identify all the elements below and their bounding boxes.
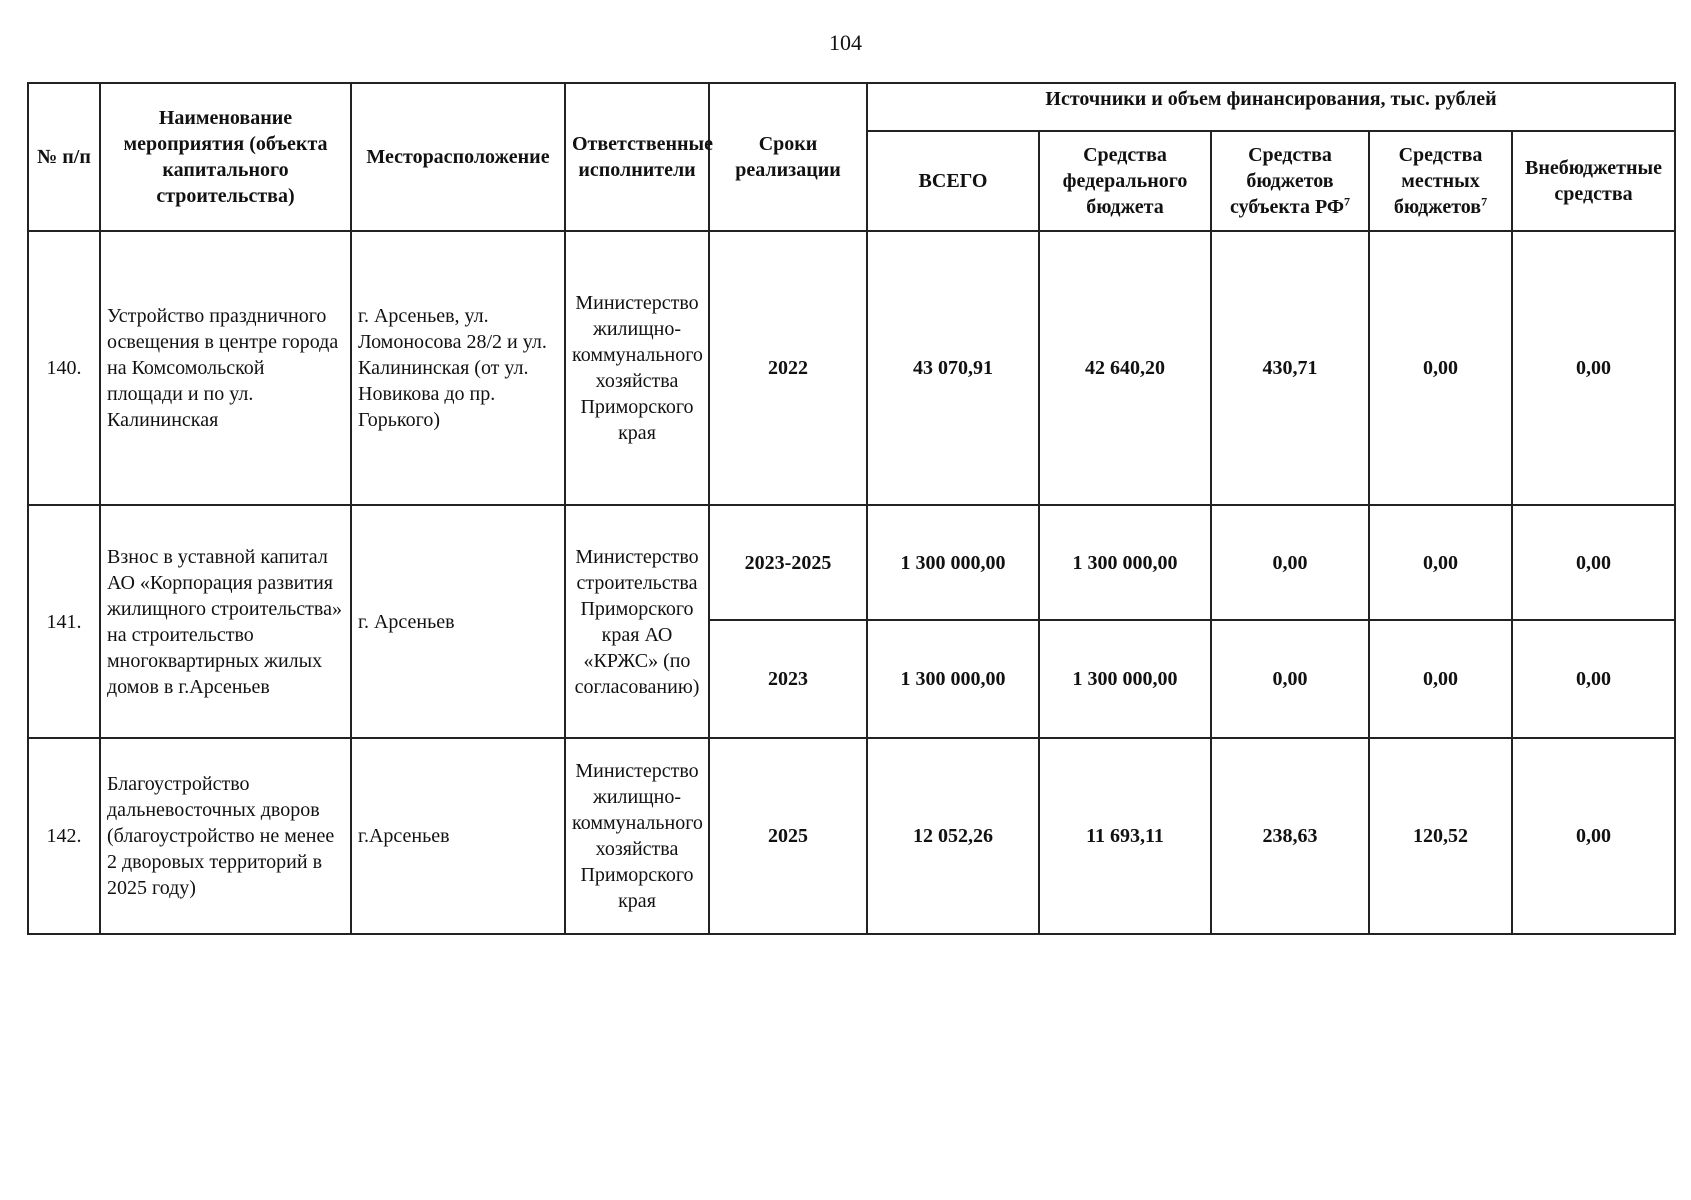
- row-local: 120,52: [1369, 738, 1512, 934]
- row-period: 2025: [709, 738, 867, 934]
- header-subject-text: Средства бюджетов субъекта РФ: [1229, 144, 1345, 218]
- row-responsible: Министерство строительства Приморского края АО «КРЖС» (по согласованию): [565, 505, 709, 738]
- row-federal: 1 300 000,00: [1039, 620, 1211, 738]
- row-extra: 0,00: [1512, 620, 1675, 738]
- row-period: 2023-2025: [709, 505, 867, 620]
- row-federal: 42 640,20: [1039, 231, 1211, 505]
- row-subject: 0,00: [1211, 620, 1369, 738]
- header-subject-footnote: 7: [1344, 194, 1351, 209]
- table-row: [28, 738, 1675, 934]
- row-num: 140.: [28, 231, 100, 505]
- row-responsible: Министерство жилищно-коммунального хозяйства Приморского края: [565, 738, 709, 934]
- header-responsible: Ответственные исполнители: [565, 83, 709, 231]
- header-local-footnote: 7: [1481, 194, 1488, 209]
- page-number: 104: [829, 30, 862, 55]
- header-local: [1369, 131, 1512, 231]
- row-extra: 0,00: [1512, 505, 1675, 620]
- row-local: 0,00: [1369, 231, 1512, 505]
- header-federal: Средства федерального бюджета: [1039, 131, 1211, 231]
- header-extra: Внебюджетные средства: [1512, 131, 1675, 231]
- header-period: Сроки реализации: [709, 83, 867, 231]
- row-period: 2022: [709, 231, 867, 505]
- row-num: 142.: [28, 738, 100, 934]
- row-subject: 0,00: [1211, 505, 1369, 620]
- row-location: г. Арсеньев: [351, 505, 565, 738]
- header-total: ВСЕГО: [867, 131, 1039, 231]
- row-total: 1 300 000,00: [867, 505, 1039, 620]
- row-period: 2023: [709, 620, 867, 738]
- table-row: [28, 231, 1675, 505]
- row-num: 141.: [28, 505, 100, 738]
- row-name: Устройство праздничного освещения в центре города на Комсомольской площади и по ул. Калининская: [100, 231, 351, 505]
- header-subject: [1211, 131, 1369, 231]
- row-federal: 11 693,11: [1039, 738, 1211, 934]
- row-responsible: Министерство жилищно-коммунального хозяйства Приморского края: [565, 231, 709, 505]
- row-total: 12 052,26: [867, 738, 1039, 934]
- header-sources: Источники и объем финансирования, тыс. рублей: [867, 83, 1675, 131]
- row-subject: 238,63: [1211, 738, 1369, 934]
- row-name: Взнос в уставной капитал АО «Корпорация развития жилищного строительства» на строительство многоквартирных жилых домов в г.Арсеньев: [100, 505, 351, 738]
- table-row: [28, 505, 1675, 620]
- header-location: Месторасположение: [351, 83, 565, 231]
- row-total: 1 300 000,00: [867, 620, 1039, 738]
- row-federal: 1 300 000,00: [1039, 505, 1211, 620]
- row-name: Благоустройство дальневосточных дворов (благоустройство не менее 2 дворовых территорий в 2025 году): [100, 738, 351, 934]
- row-local: 0,00: [1369, 505, 1512, 620]
- financing-table: [27, 82, 1676, 935]
- header-num: № п/п: [28, 83, 100, 231]
- row-total: 43 070,91: [867, 231, 1039, 505]
- row-local: 0,00: [1369, 620, 1512, 738]
- row-extra: 0,00: [1512, 738, 1675, 934]
- header-name: Наименование мероприятия (объекта капитального строительства): [100, 83, 351, 231]
- row-location: г. Арсеньев, ул. Ломоносова 28/2 и ул. Калининская (от ул. Новикова до пр. Горького): [351, 231, 565, 505]
- row-extra: 0,00: [1512, 231, 1675, 505]
- row-subject: 430,71: [1211, 231, 1369, 505]
- row-location: г.Арсеньев: [351, 738, 565, 934]
- header-local-text: Средства местных бюджетов: [1393, 144, 1483, 218]
